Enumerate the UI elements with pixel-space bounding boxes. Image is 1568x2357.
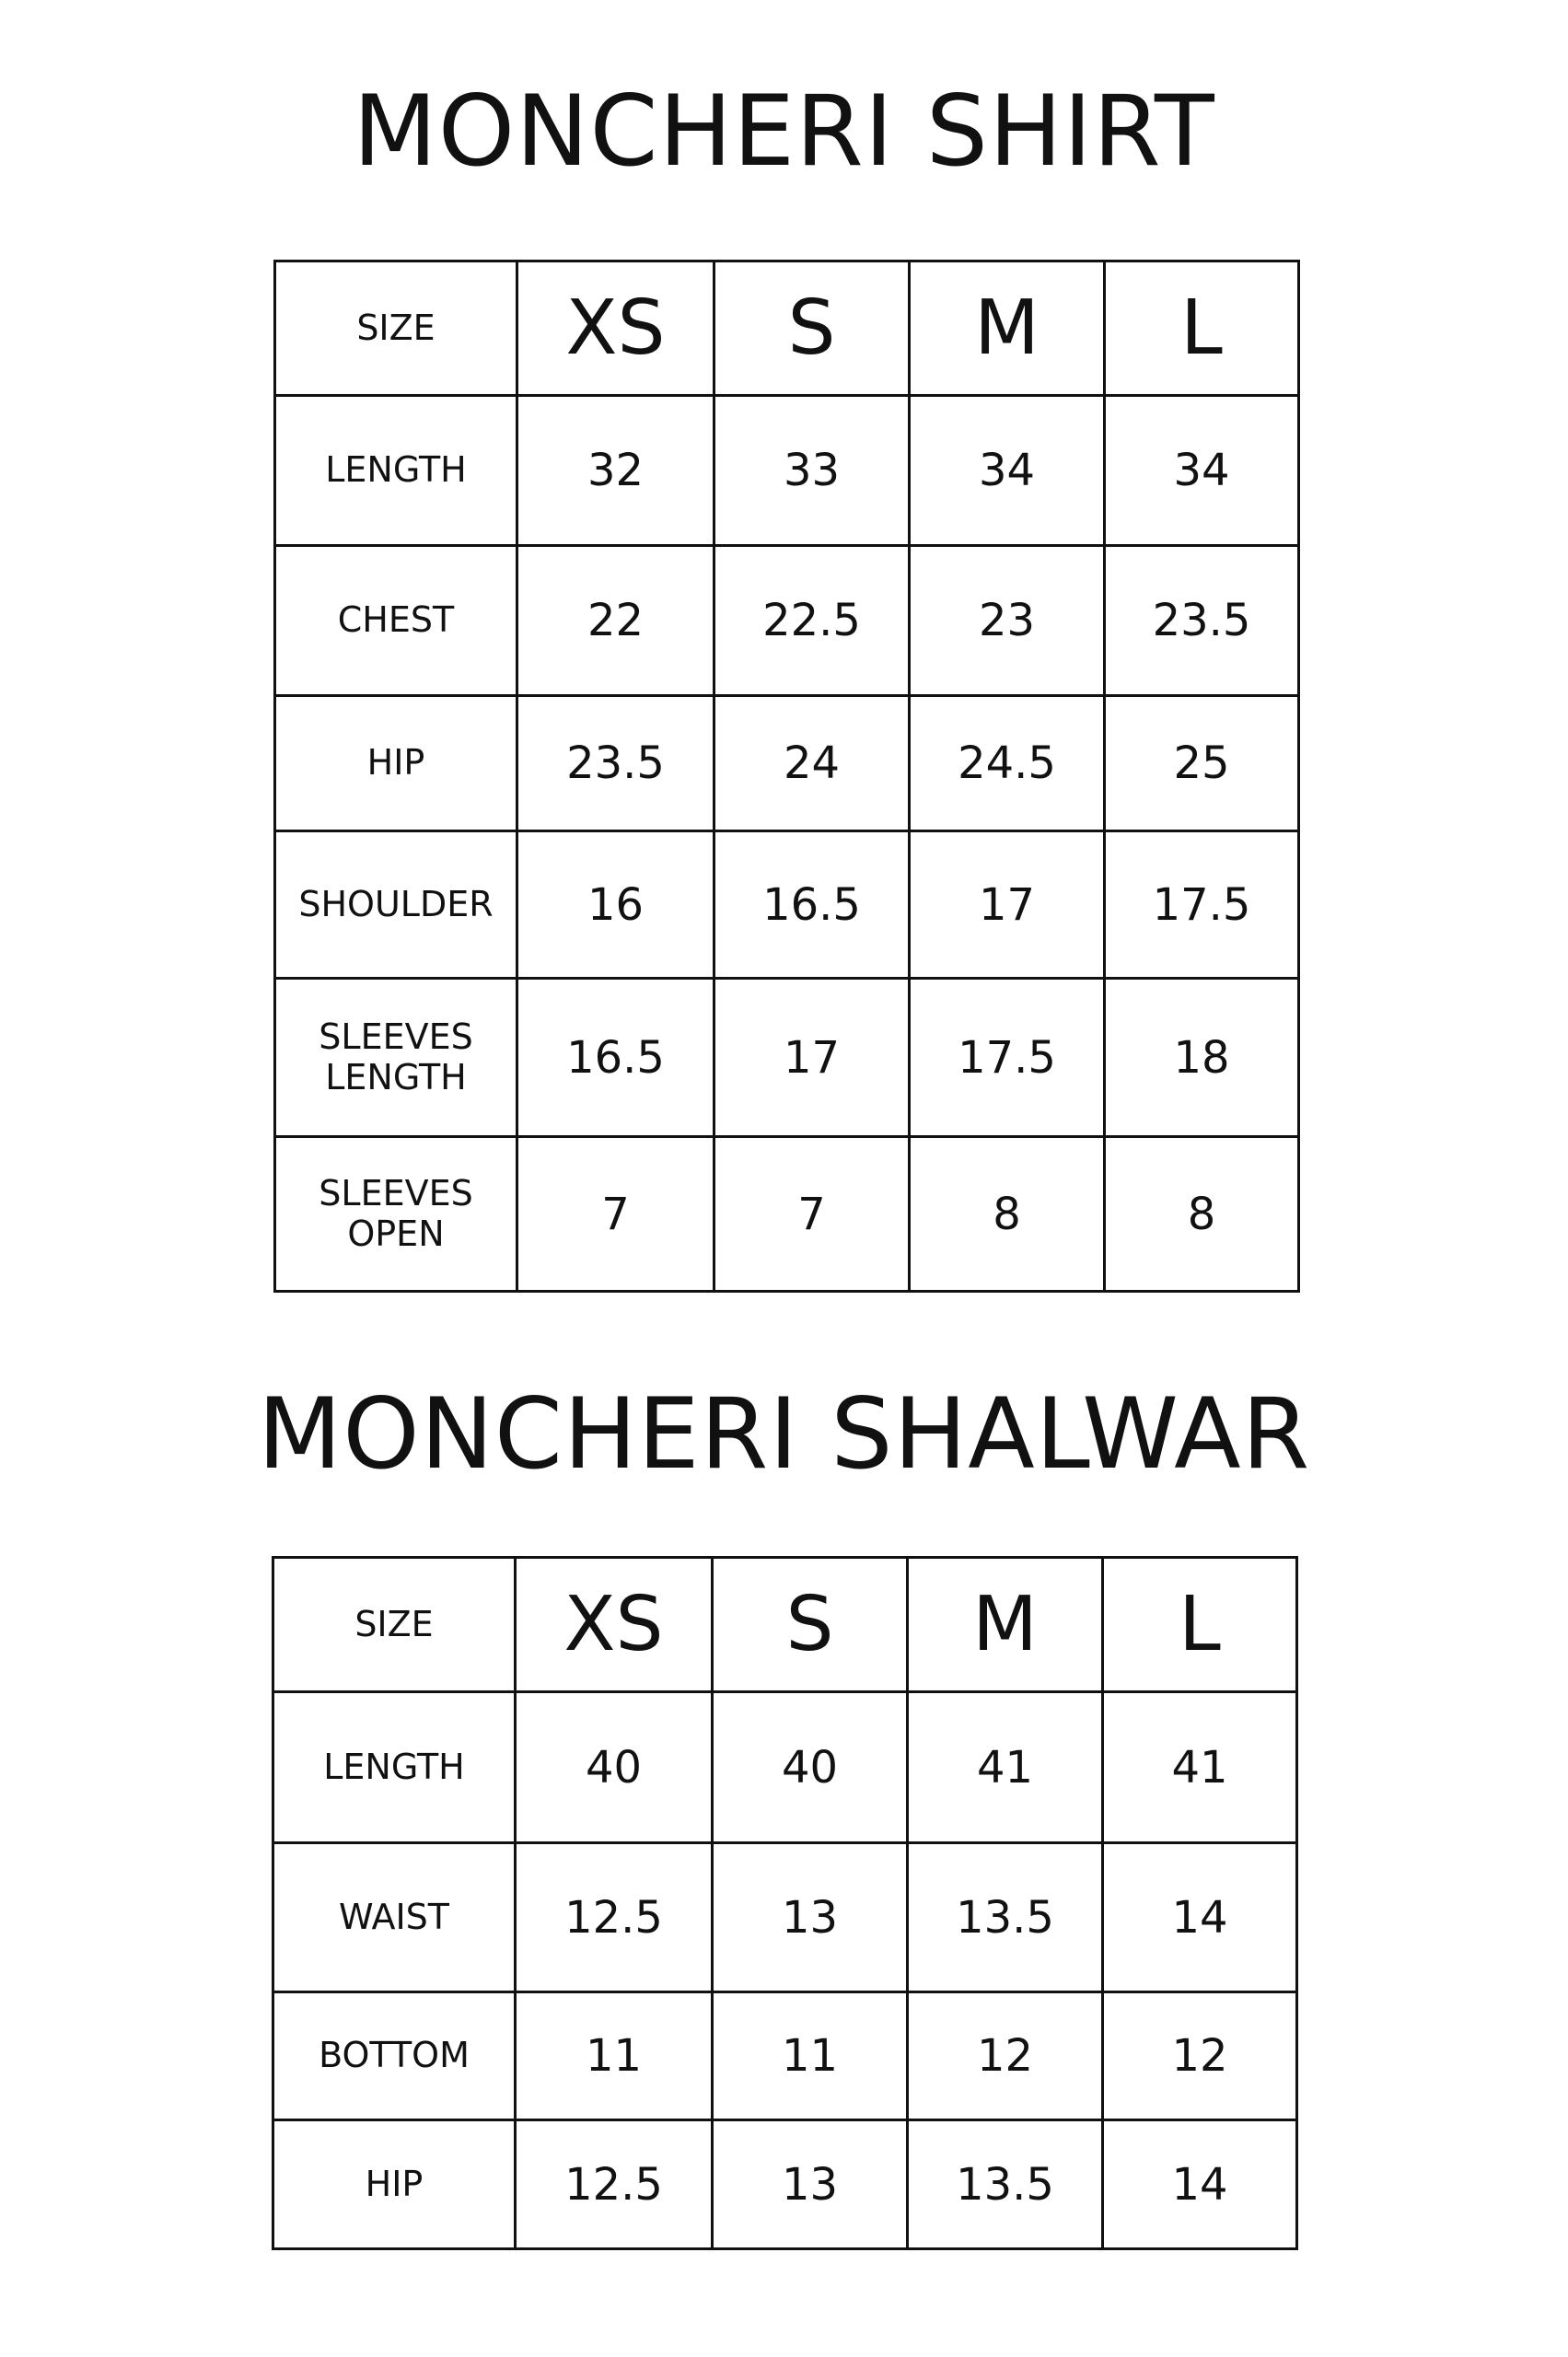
size-header-s: S: [714, 261, 910, 396]
value-cell: 16: [517, 831, 714, 979]
value-cell: 22: [517, 546, 714, 696]
size-header-s: S: [713, 1558, 908, 1692]
value-cell: 11: [516, 1992, 713, 2120]
table-header-row: [273, 1558, 1297, 1692]
value-cell: 24.5: [910, 696, 1105, 831]
value-cell: 12.5: [516, 2120, 713, 2249]
value-cell: 13.5: [908, 2120, 1103, 2249]
value-cell: 14: [1103, 2120, 1297, 2249]
value-cell: 13: [713, 2120, 908, 2249]
size-header-xs: XS: [516, 1558, 713, 1692]
value-cell: 14: [1103, 1843, 1297, 1992]
value-cell: 22.5: [714, 546, 910, 696]
table-row: [273, 1692, 1297, 1843]
value-cell: 11: [713, 1992, 908, 2120]
size-header-xs: XS: [517, 261, 714, 396]
value-cell: 12.5: [516, 1843, 713, 1992]
value-cell: 8: [910, 1137, 1105, 1292]
value-cell: 17: [714, 979, 910, 1137]
size-header-l: L: [1105, 261, 1299, 396]
size-header-l: L: [1103, 1558, 1297, 1692]
value-cell: 34: [1105, 396, 1299, 546]
value-cell: 16.5: [517, 979, 714, 1137]
value-cell: 16.5: [714, 831, 910, 979]
row-label: LENGTH: [273, 1692, 516, 1843]
table-row: [273, 2120, 1297, 2249]
row-label: WAIST: [273, 1843, 516, 1992]
table-row: [275, 831, 1299, 979]
value-cell: 18: [1105, 979, 1299, 1137]
value-cell: 7: [714, 1137, 910, 1292]
value-cell: 41: [1103, 1692, 1297, 1843]
row-label: BOTTOM: [273, 1992, 516, 2120]
value-cell: 40: [516, 1692, 713, 1843]
value-cell: 13.5: [908, 1843, 1103, 1992]
size-header-label: SIZE: [273, 1558, 516, 1692]
size-header-m: M: [908, 1558, 1103, 1692]
value-cell: 24: [714, 696, 910, 831]
table-row: [273, 1992, 1297, 2120]
value-cell: 32: [517, 396, 714, 546]
value-cell: 23.5: [517, 696, 714, 831]
table-row: [275, 546, 1299, 696]
value-cell: 13: [713, 1843, 908, 1992]
value-cell: 23: [910, 546, 1105, 696]
shirt-chart-title: MONCHERI SHIRT: [353, 75, 1215, 188]
value-cell: 17.5: [910, 979, 1105, 1137]
value-cell: 23.5: [1105, 546, 1299, 696]
row-label: HIP: [275, 696, 517, 831]
row-label: LENGTH: [275, 396, 517, 546]
value-cell: 8: [1105, 1137, 1299, 1292]
table-row: [273, 1843, 1297, 1992]
shalwar-size-table: [272, 1556, 1298, 2250]
table-row: [275, 696, 1299, 831]
value-cell: 17: [910, 831, 1105, 979]
value-cell: 7: [517, 1137, 714, 1292]
row-label: SLEEVES OPEN: [275, 1137, 517, 1292]
value-cell: 33: [714, 396, 910, 546]
value-cell: 17.5: [1105, 831, 1299, 979]
shalwar-chart-title: MONCHERI SHALWAR: [257, 1377, 1311, 1491]
value-cell: 40: [713, 1692, 908, 1843]
row-label: SLEEVES LENGTH: [275, 979, 517, 1137]
row-label: SHOULDER: [275, 831, 517, 979]
table-row: [275, 396, 1299, 546]
table-row: [275, 1137, 1299, 1292]
size-header-label: SIZE: [275, 261, 517, 396]
table-header-row: [275, 261, 1299, 396]
value-cell: 25: [1105, 696, 1299, 831]
size-header-m: M: [910, 261, 1105, 396]
shirt-size-table: [273, 260, 1300, 1293]
row-label: HIP: [273, 2120, 516, 2249]
row-label: CHEST: [275, 546, 517, 696]
value-cell: 12: [1103, 1992, 1297, 2120]
table-row: [275, 979, 1299, 1137]
value-cell: 34: [910, 396, 1105, 546]
value-cell: 12: [908, 1992, 1103, 2120]
value-cell: 41: [908, 1692, 1103, 1843]
